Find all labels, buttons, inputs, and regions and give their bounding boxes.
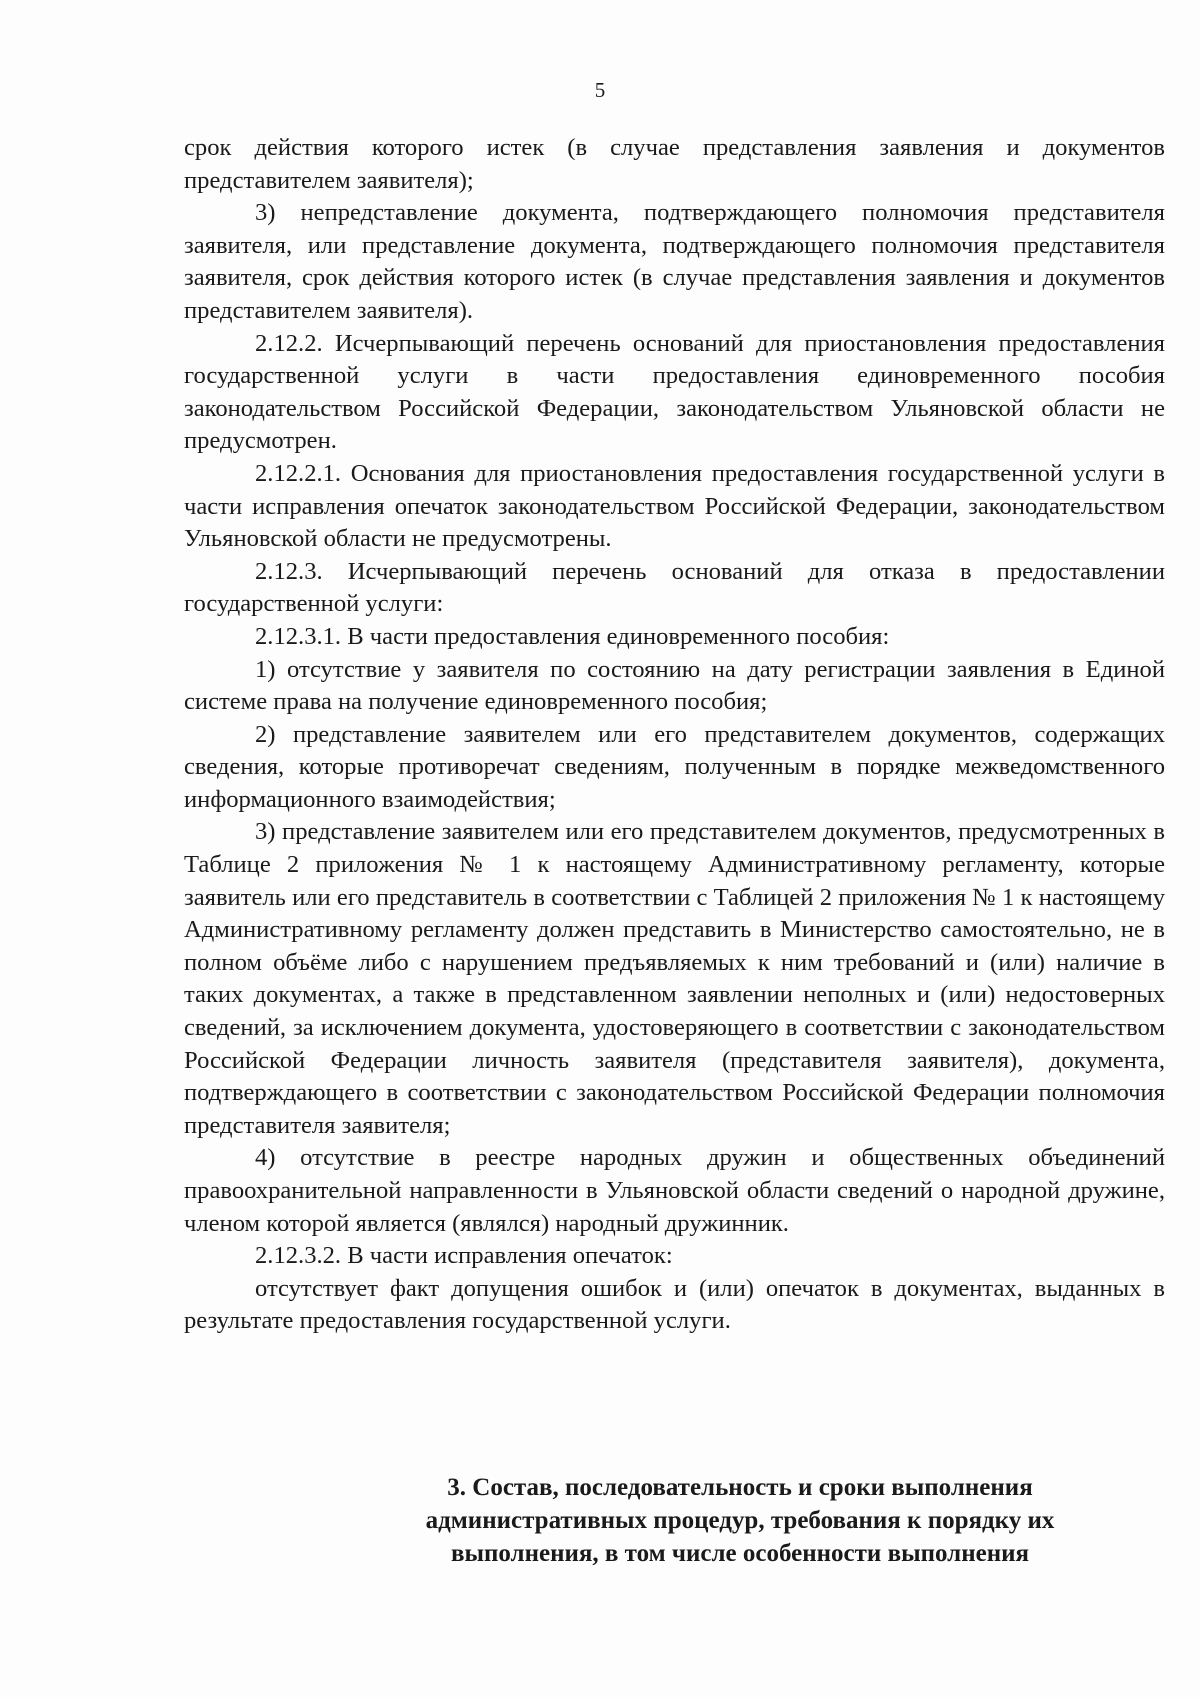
list-item-1: 1) отсутствие у заявителя по состоянию на дату регистрации заявления в Единой системе права на получение единовременного пособия; bbox=[184, 655, 1165, 716]
paragraph-2-12-3: 2.12.3. Исчерпывающий перечень оснований для отказа в предоставлении государственной услуги: bbox=[184, 557, 1165, 618]
paragraph-item-3-representative: 3) непредставление документа, подтверждающего полномочия представителя заявителя, или представление документа, подтверждающего полномочия представителя заявителя, срок действия которого истек (в случае представления заявления и документов представителем заявителя). bbox=[184, 199, 1165, 324]
document-body bbox=[184, 132, 1165, 1338]
paragraph-continuation: срок действия которого истек (в случае представления заявления и документов представителем заявителя); bbox=[184, 134, 1165, 194]
paragraph-2-12-2-1: 2.12.2.1. Основания для приостановления предоставления государственной услуги в части исправления опечаток законодательством Российской Федерации, законодательством Ульяновской области не предусмотрены. bbox=[184, 459, 1165, 553]
paragraph-2-12-2: 2.12.2. Исчерпывающий перечень оснований для приостановления предоставления государственной услуги в части предоставления единовременного пособия законодательством Российской Федерации, законодательством Ульяновской области не предусмотрен. bbox=[184, 329, 1165, 455]
list-item-3: 3) представление заявителем или его представителем документов, предусмотренных в Таблице 2 приложения № 1 к настоящему Административному регламенту, которые заявитель или его представитель в соответствии с Таблицей 2 приложения № 1 к настоящему Административному регламенту должен представить в Министерство самостоятельно, не в полном объёме либо с нарушением предъявляемых к ним требований и (или) наличие в таких документах, а также в представленном заявлении неполных и (или) недостоверных сведений, за исключением документа, удостоверяющего в соответствии с законодательством Российской Федерации личность заявителя (представителя заявителя), документа, подтверждающего в соответствии с законодательством Российской Федерации полномочия представителя заявителя; bbox=[184, 818, 1165, 1139]
paragraph-typo-absence: отсутствует факт допущения ошибок и (или) опечаток в документах, выданных в результате предоставления государственной услуги. bbox=[184, 1274, 1165, 1335]
list-item-4: 4) отсутствие в реестре народных дружин и общественных объединений правоохранительной направленности в Ульяновской области сведений о народной дружине, членом которой является (являлся) народный дружинник. bbox=[184, 1144, 1165, 1237]
paragraph-2-12-3-2: 2.12.3.2. В части исправления опечаток: bbox=[255, 1242, 673, 1270]
page-number: 5 bbox=[594, 78, 606, 102]
list-item-2: 2) представление заявителем или его представителем документов, содержащих сведения, которые противоречат сведениям, полученным в порядке межведомственного информационного взаимодействия; bbox=[184, 720, 1165, 813]
section-heading: 3. Состав, последовательность и сроки выполнения административных процедур, требования к порядку их выполнения, в том числе особенности выполнения bbox=[425, 1474, 1055, 1567]
paragraph-2-12-3-1: 2.12.3.1. В части предоставления единовременного пособия: bbox=[255, 622, 890, 650]
